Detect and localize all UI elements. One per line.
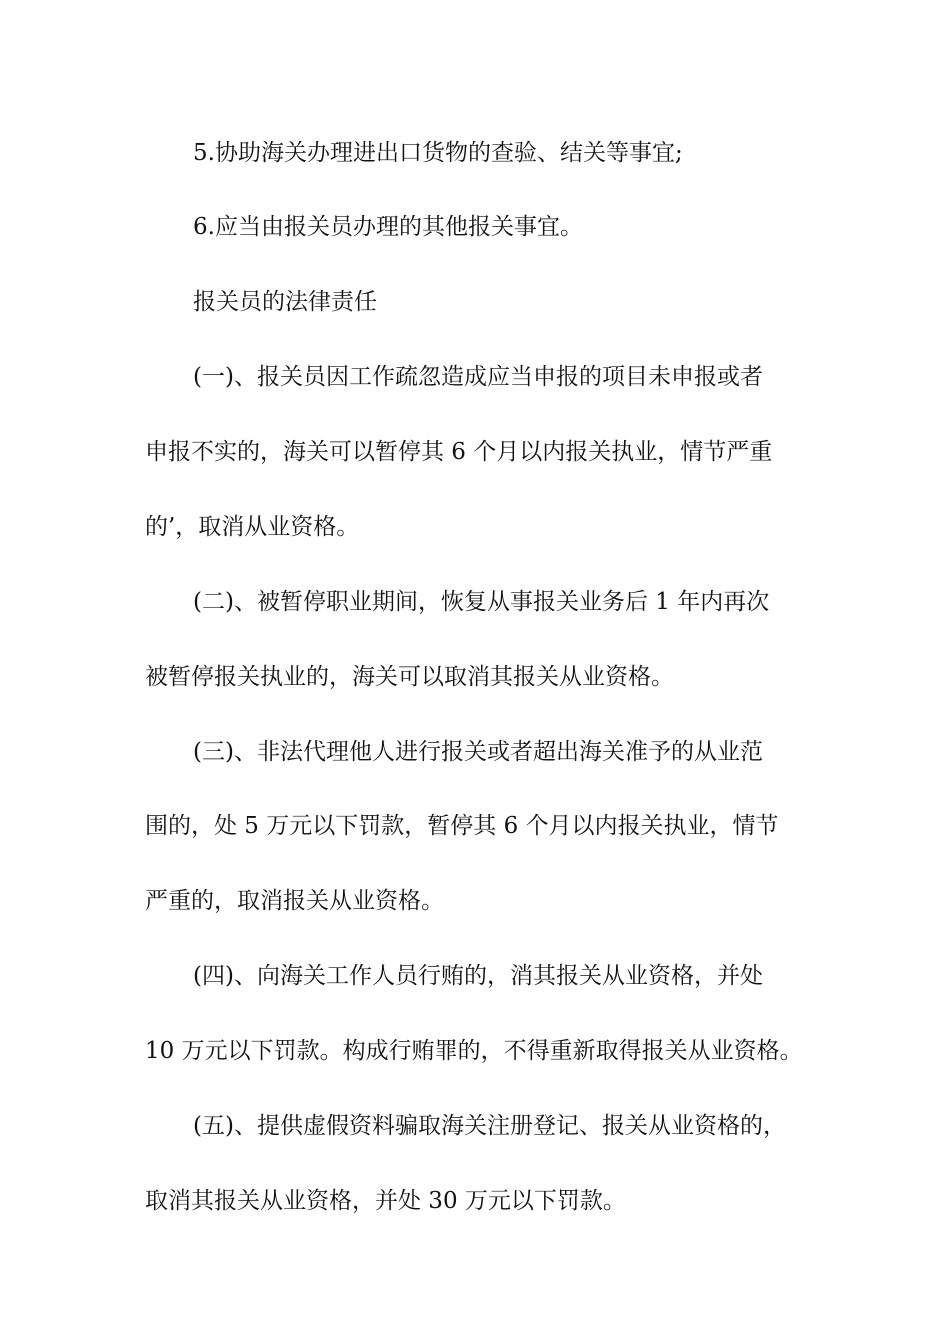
paragraph-4-line-1: (四)、向海关工作人员行贿的，消其报关从业资格，并处 [193, 963, 763, 989]
paragraph-2-line-2: 被暂停报关执业的，海关可以取消其报关从业资格。 [145, 664, 674, 690]
paragraph-item-6: 6.应当由报关员办理的其他报关事宜。 [193, 214, 583, 240]
paragraph-3-line-2: 围的，处 5 万元以下罚款，暂停其 6 个月以内报关执业，情节 [145, 813, 779, 839]
paragraph-5-line-1: (五)、提供虚假资料骗取海关注册登记、报关从业资格的， [193, 1113, 786, 1139]
paragraph-3-line-3: 严重的，取消报关从业资格。 [145, 888, 444, 914]
paragraph-1-line-1: (一)、报关员因工作疏忽造成应当申报的项目未申报或者 [193, 364, 763, 390]
paragraph-2-line-1: (二)、被暂停职业期间，恢复从事报关业务后 1 年内再次 [193, 589, 770, 615]
paragraph-4-line-2: 10 万元以下罚款。构成行贿罪的，不得重新取得报关从业资格。 [145, 1038, 803, 1064]
paragraph-1-line-2: 申报不实的，海关可以暂停其 6 个月以内报关执业，情节严重 [145, 439, 773, 465]
paragraph-item-5: 5.协助海关办理进出口货物的查验、结关等事宜; [193, 140, 683, 166]
paragraph-5-line-2: 取消其报关从业资格，并处 30 万元以下罚款。 [145, 1188, 626, 1214]
paragraph-1-line-3: 的’，取消从业资格。 [145, 514, 360, 540]
section-heading: 报关员的法律责任 [193, 289, 377, 315]
paragraph-3-line-1: (三)、非法代理他人进行报关或者超出海关准予的从业范 [193, 739, 763, 765]
